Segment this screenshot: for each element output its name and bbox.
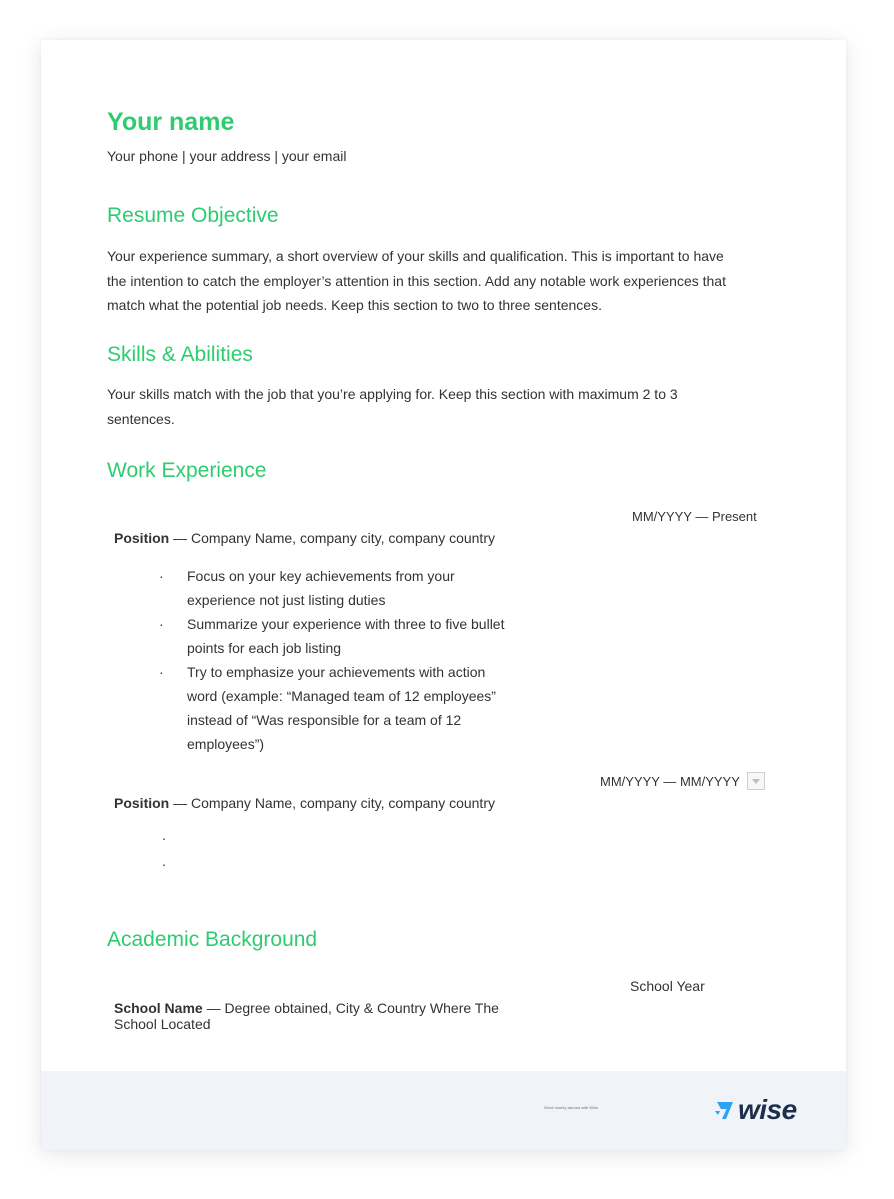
- page-footer: [41, 1071, 846, 1150]
- list-item: [159, 564, 504, 612]
- footer-note: Send money abroad with Wise: [544, 1105, 599, 1110]
- job-company: — Company Name, company city, company country: [169, 530, 495, 546]
- objective-line: match what the potential job needs. Keep this section to two to three sentences.: [107, 297, 602, 313]
- empty-bullet: .: [162, 827, 166, 843]
- job-company: — Company Name, company city, company country: [169, 795, 495, 811]
- bullet-line: Focus on your key achievements from your: [187, 568, 455, 584]
- school-line: School Located: [114, 1016, 211, 1032]
- objective-heading: Resume Objective: [107, 204, 279, 227]
- skills-heading: Skills & Abilities: [107, 343, 253, 366]
- objective-line: the intention to catch the employer’s attention in this section. Add any notable work experiences that: [107, 272, 726, 289]
- work-heading: Work Experience: [107, 459, 267, 482]
- school-line: [114, 1000, 554, 1016]
- job-position: Position: [114, 530, 170, 546]
- bullet-line: word (example: “Managed team of 12 employees”: [187, 688, 496, 704]
- school-year: School Year: [630, 978, 705, 994]
- job-position: Position: [114, 795, 170, 811]
- bullet-line: Try to emphasize your achievements with action: [187, 664, 486, 680]
- resume-name: Your name: [107, 108, 235, 136]
- skills-line: sentences.: [107, 410, 175, 427]
- school-entry: [114, 1000, 554, 1032]
- job-bullet-list: [159, 564, 504, 756]
- job-title-line: [114, 530, 495, 546]
- resume-page: [41, 40, 846, 1150]
- bullet-dot: ·: [159, 664, 164, 680]
- bullet-line: experience not just listing duties: [187, 592, 386, 608]
- objective-line: Your experience summary, a short overview of your skills and qualification. This is important to have: [107, 248, 724, 264]
- bullet-line: employees”): [187, 736, 265, 752]
- academic-heading: Academic Background: [107, 928, 318, 951]
- bullet-line: points for each job listing: [187, 640, 342, 656]
- bullet-line: instead of “Was responsible for a team of 12: [187, 712, 462, 728]
- list-item: [159, 660, 504, 756]
- wise-logo-text: wise: [738, 1094, 797, 1125]
- date-dropdown-toggle[interactable]: [747, 772, 765, 790]
- skills-paragraph: [107, 382, 787, 431]
- contact-line: Your phone | your address | your email: [107, 148, 347, 164]
- job-date: MM/YYYY — Present: [632, 509, 757, 524]
- job-title-line: [114, 795, 495, 811]
- list-item: [159, 612, 504, 660]
- bullet-line: Summarize your experience with three to five bullet: [187, 616, 505, 632]
- school-details: — Degree obtained, City & Country Where The: [202, 1000, 499, 1016]
- school-name: School Name: [114, 1000, 203, 1016]
- empty-bullet: .: [162, 853, 166, 869]
- wise-logo: [714, 1093, 797, 1127]
- job-date: MM/YYYY — MM/YYYY: [600, 774, 740, 789]
- wise-flag-icon: [714, 1098, 736, 1122]
- bullet-dot: ·: [159, 616, 164, 632]
- skills-line: Your skills match with the job that you’re applying for. Keep this section with maximum 2 to 3: [107, 386, 678, 402]
- bullet-dot: ·: [159, 568, 164, 584]
- objective-paragraph: [107, 244, 787, 318]
